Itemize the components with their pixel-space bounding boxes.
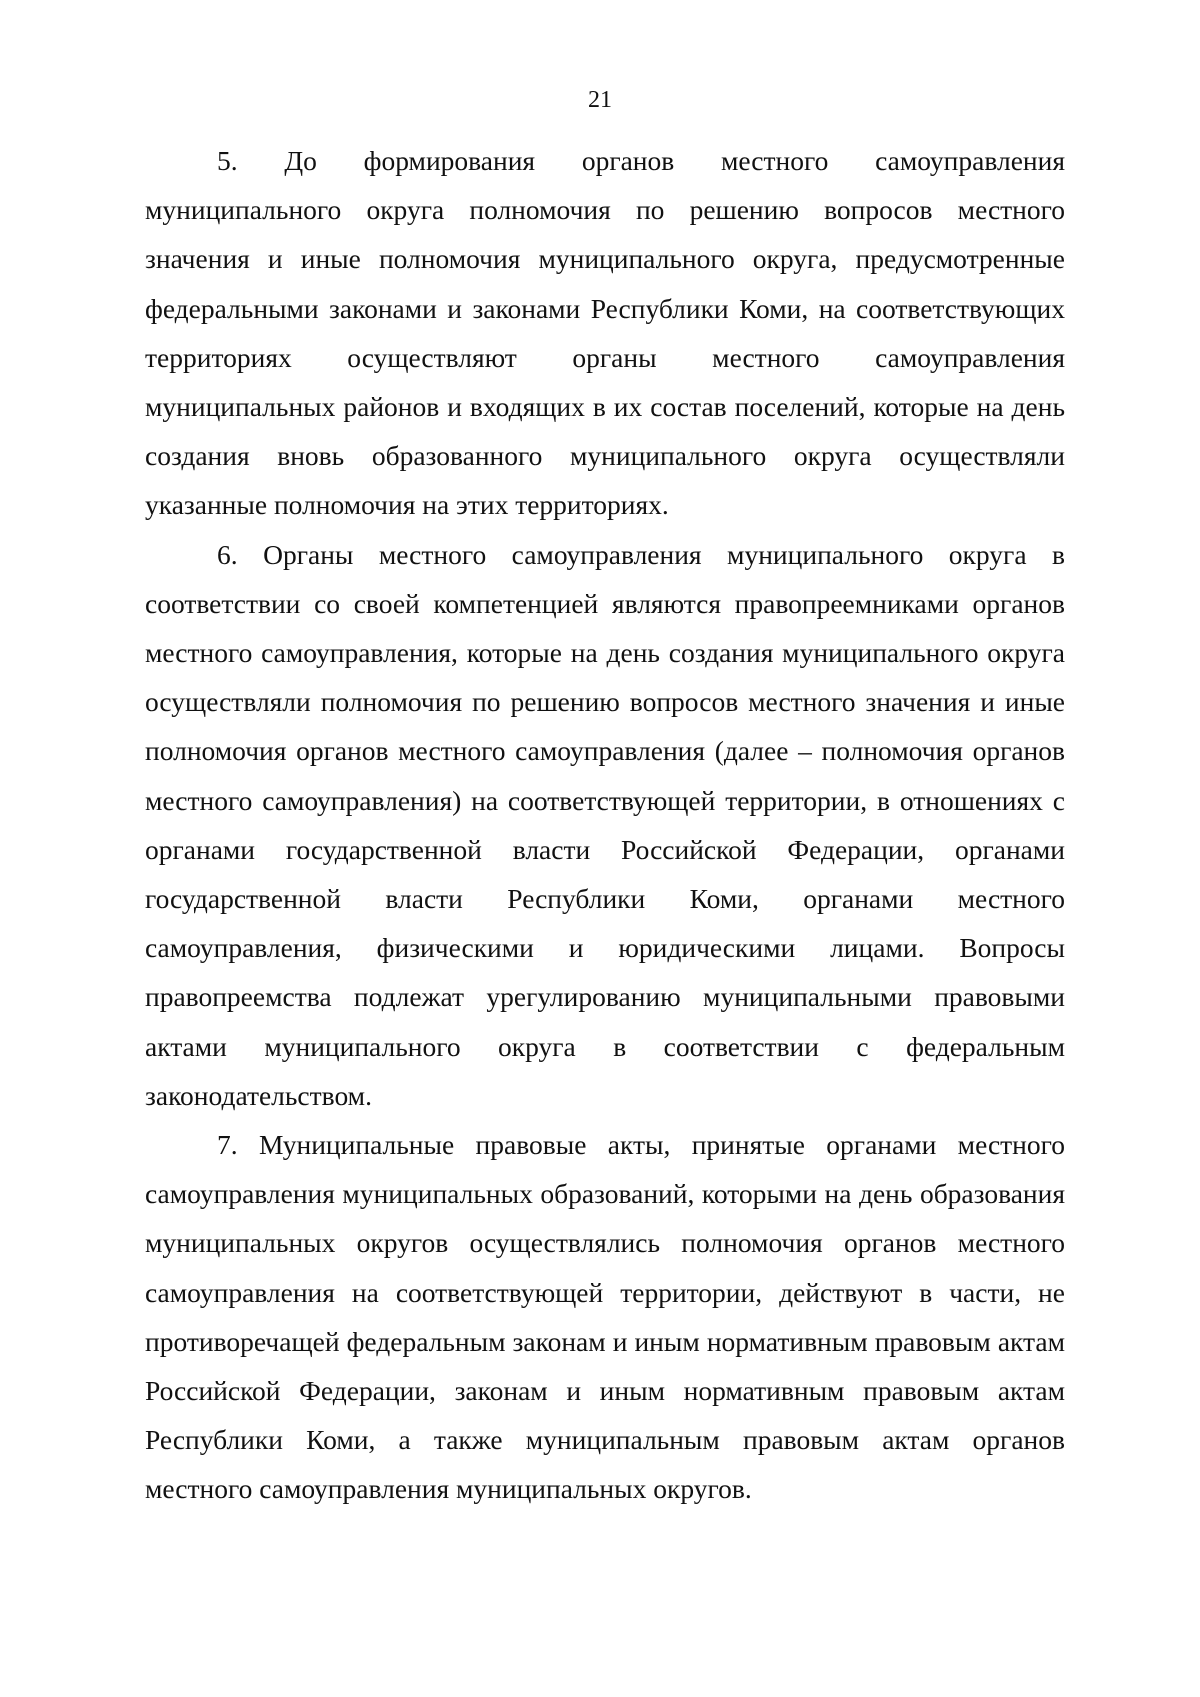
page-number: 21 (588, 87, 612, 113)
paragraph-6: 6. Органы местного самоуправления муниципального округа в соответствии со своей компетенцией являются правопреемниками органов местного самоуправления, которые на день создания муниципального округа осуществляли полномочия по решению вопросов местного значения и иные полномочия органов местного самоуправления (далее – полномочия органов местного самоуправления) на соответствующей территории, в отношениях с органами государственной власти Российской Федерации, органами государственной власти Республики Коми, органами местного самоуправления, физическими и юридическими лицами. Вопросы правопреемства подлежат урегулированию муниципальными правовыми актами муниципального округа в соответствии с федеральным законодательством. (145, 538, 1065, 1111)
document-body (145, 136, 1065, 1514)
paragraph-5: 5. До формирования органов местного самоуправления муниципального округа полномочия по решению вопросов местного значения и иные полномочия муниципального округа, предусмотренные федеральными законами и законами Республики Коми, на соответствующих территориях осуществляют органы местного самоуправления муниципальных районов и входящих в их состав поселений, которые на день создания вновь образованного муниципального округа осуществляли указанные полномочия на этих территориях. (145, 145, 1065, 521)
paragraph-7: 7. Муниципальные правовые акты, принятые органами местного самоуправления муниципальных образований, которыми на день образования муниципальных округов осуществлялись полномочия органов местного самоуправления на соответствующей территории, действуют в части, не противоречащей федеральным законам и иным нормативным правовым актам Российской Федерации, законам и иным нормативным правовым актам Республики Коми, а также муниципальным правовым актам органов местного самоуправления муниципальных округов. (145, 1129, 1065, 1505)
